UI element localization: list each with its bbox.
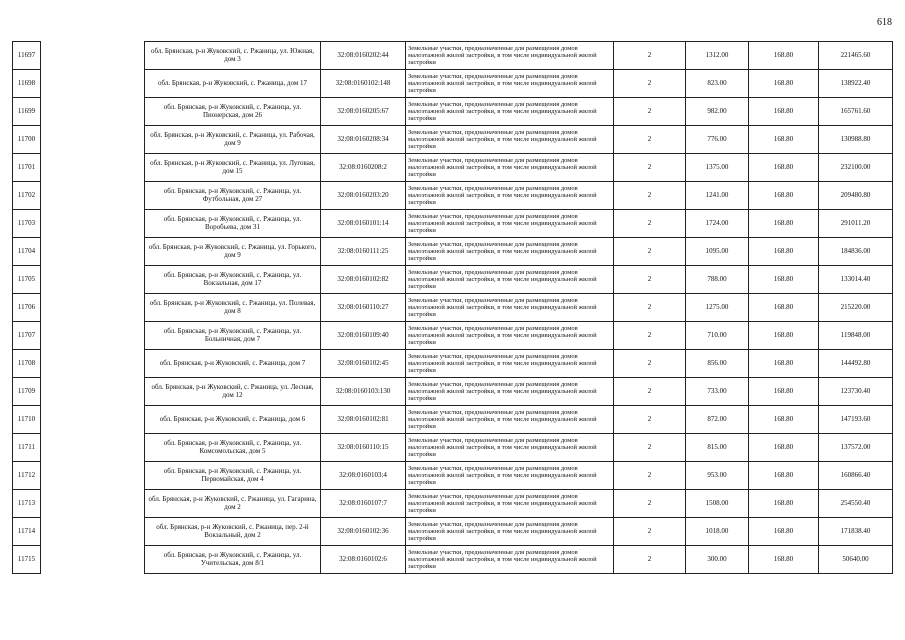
cell-number: 11705 — [13, 266, 41, 294]
cell-category: 2 — [614, 210, 686, 238]
cell-address: обл. Брянская, р-н Жуковский, с. Ржаница, ул. Южная, дом 3 — [145, 42, 321, 70]
cell-category: 2 — [614, 126, 686, 154]
cell-category: 2 — [614, 294, 686, 322]
cell-address: обл. Брянская, р-н Жуковский, с. Ржаница, ул. Больничная, дом 7 — [145, 322, 321, 350]
cell-address: обл. Брянская, р-н Жуковский, с. Ржаница, ул. Луговая, дом 15 — [145, 154, 321, 182]
cell-area: 982.00 — [686, 98, 749, 126]
cell-address: обл. Брянская, р-н Жуковский, с. Ржаница, ул. Комсомольская, дом 5 — [145, 434, 321, 462]
cell-blank — [41, 406, 145, 434]
table-row — [13, 434, 893, 462]
cell-cadastral-number: 32:08:0160101:14 — [321, 210, 406, 238]
cell-address: обл. Брянская, р-н Жуковский, с. Ржаница, ул. Полевая, дом 8 — [145, 294, 321, 322]
cell-cadastral-value: 138922.40 — [819, 70, 893, 98]
cell-cadastral-value: 291011.20 — [819, 210, 893, 238]
cell-address: обл. Брянская, р-н Жуковский, с. Ржаница, пер. 2-й Вокзальный, дом 2 — [145, 518, 321, 546]
cell-area: 1275.00 — [686, 294, 749, 322]
cell-number: 11713 — [13, 490, 41, 518]
cell-area: 823.00 — [686, 70, 749, 98]
cell-cadastral-value: 130988.80 — [819, 126, 893, 154]
cell-land-use: Земельные участки, предназначенные для размещения домов малоэтажной жилой застройки, в том числе индивидуальной жилой застройки — [406, 154, 614, 182]
cell-cadastral-value: 254550.40 — [819, 490, 893, 518]
cell-cadastral-number: 32:08:0160110:15 — [321, 434, 406, 462]
cell-cadastral-value: 123730.40 — [819, 378, 893, 406]
table-row — [13, 182, 893, 210]
cell-address: обл. Брянская, р-н Жуковский, с. Ржаница, ул. Вокзальная, дом 17 — [145, 266, 321, 294]
cell-land-use: Земельные участки, предназначенные для размещения домов малоэтажной жилой застройки, в том числе индивидуальной жилой застройки — [406, 126, 614, 154]
table-row — [13, 518, 893, 546]
cell-category: 2 — [614, 70, 686, 98]
cell-number: 11709 — [13, 378, 41, 406]
cell-rate: 168.80 — [749, 462, 819, 490]
cell-area: 815.00 — [686, 434, 749, 462]
cell-cadastral-value: 184836.00 — [819, 238, 893, 266]
cell-blank — [41, 70, 145, 98]
cell-address: обл. Брянская, р-н Жуковский, с. Ржаница, ул. Воробьева, дом 31 — [145, 210, 321, 238]
cell-blank — [41, 434, 145, 462]
cell-cadastral-value: 209480.80 — [819, 182, 893, 210]
cell-land-use: Земельные участки, предназначенные для размещения домов малоэтажной жилой застройки, в том числе индивидуальной жилой застройки — [406, 518, 614, 546]
cell-cadastral-value: 232100.00 — [819, 154, 893, 182]
cell-blank — [41, 238, 145, 266]
cell-category: 2 — [614, 462, 686, 490]
cell-rate: 168.80 — [749, 98, 819, 126]
table-row — [13, 126, 893, 154]
cell-category: 2 — [614, 406, 686, 434]
cell-area: 1095.00 — [686, 238, 749, 266]
cell-blank — [41, 350, 145, 378]
cell-rate: 168.80 — [749, 490, 819, 518]
cell-blank — [41, 294, 145, 322]
cell-cadastral-value: 221465.60 — [819, 42, 893, 70]
cell-area: 788.00 — [686, 266, 749, 294]
table-row — [13, 98, 893, 126]
cell-land-use: Земельные участки, предназначенные для размещения домов малоэтажной жилой застройки, в том числе индивидуальной жилой застройки — [406, 266, 614, 294]
cell-rate: 168.80 — [749, 322, 819, 350]
cell-blank — [41, 490, 145, 518]
cell-category: 2 — [614, 350, 686, 378]
cell-number: 11702 — [13, 182, 41, 210]
cell-rate: 168.80 — [749, 294, 819, 322]
cell-rate: 168.80 — [749, 42, 819, 70]
cell-rate: 168.80 — [749, 518, 819, 546]
cell-cadastral-value: 165761.60 — [819, 98, 893, 126]
cell-number: 11697 — [13, 42, 41, 70]
table-row — [13, 350, 893, 378]
cell-land-use: Земельные участки, предназначенные для размещения домов малоэтажной жилой застройки, в том числе индивидуальной жилой застройки — [406, 462, 614, 490]
cell-rate: 168.80 — [749, 546, 819, 574]
cell-area: 856.00 — [686, 350, 749, 378]
cell-cadastral-number: 32:08:0160102:45 — [321, 350, 406, 378]
table-row — [13, 322, 893, 350]
cell-cadastral-number: 32:08:0160103:130 — [321, 378, 406, 406]
cell-blank — [41, 210, 145, 238]
cell-category: 2 — [614, 238, 686, 266]
cell-cadastral-value: 133014.40 — [819, 266, 893, 294]
cell-area: 1508.00 — [686, 490, 749, 518]
cell-rate: 168.80 — [749, 70, 819, 98]
cell-blank — [41, 126, 145, 154]
cell-cadastral-value: 147193.60 — [819, 406, 893, 434]
cell-area: 1375.00 — [686, 154, 749, 182]
cell-rate: 168.80 — [749, 182, 819, 210]
cell-category: 2 — [614, 490, 686, 518]
cell-land-use: Земельные участки, предназначенные для размещения домов малоэтажной жилой застройки, в том числе индивидуальной жилой застройки — [406, 238, 614, 266]
cell-cadastral-value: 215220.00 — [819, 294, 893, 322]
cell-cadastral-number: 32:08:0160102:82 — [321, 266, 406, 294]
table-row — [13, 462, 893, 490]
cell-land-use: Земельные участки, предназначенные для размещения домов малоэтажной жилой застройки, в том числе индивидуальной жилой застройки — [406, 182, 614, 210]
cell-rate: 168.80 — [749, 238, 819, 266]
cell-rate: 168.80 — [749, 434, 819, 462]
cell-land-use: Земельные участки, предназначенные для размещения домов малоэтажной жилой застройки, в том числе индивидуальной жилой застройки — [406, 350, 614, 378]
cell-category: 2 — [614, 322, 686, 350]
table-row — [13, 210, 893, 238]
cell-land-use: Земельные участки, предназначенные для размещения домов малоэтажной жилой застройки, в том числе индивидуальной жилой застройки — [406, 406, 614, 434]
cell-land-use: Земельные участки, предназначенные для размещения домов малоэтажной жилой застройки, в том числе индивидуальной жилой застройки — [406, 294, 614, 322]
cell-blank — [41, 98, 145, 126]
cell-area: 733.00 — [686, 378, 749, 406]
cell-cadastral-number: 32:08:0160111:25 — [321, 238, 406, 266]
cell-rate: 168.80 — [749, 126, 819, 154]
table-row — [13, 266, 893, 294]
cell-cadastral-value: 137572.00 — [819, 434, 893, 462]
cell-land-use: Земельные участки, предназначенные для размещения домов малоэтажной жилой застройки, в том числе индивидуальной жилой застройки — [406, 546, 614, 574]
table-row — [13, 154, 893, 182]
cell-rate: 168.80 — [749, 406, 819, 434]
cell-area: 1312.00 — [686, 42, 749, 70]
cell-cadastral-number: 32:08:0160203:20 — [321, 182, 406, 210]
cell-blank — [41, 462, 145, 490]
cell-address: обл. Брянская, р-н Жуковский, с. Ржаница, дом 7 — [145, 350, 321, 378]
cell-category: 2 — [614, 546, 686, 574]
cell-number: 11708 — [13, 350, 41, 378]
cell-blank — [41, 378, 145, 406]
cell-cadastral-number: 32:08:0160102:81 — [321, 406, 406, 434]
cell-category: 2 — [614, 518, 686, 546]
table-row — [13, 70, 893, 98]
page-number: 618 — [877, 17, 892, 28]
cell-area: 710.00 — [686, 322, 749, 350]
cell-rate: 168.80 — [749, 378, 819, 406]
cell-rate: 168.80 — [749, 210, 819, 238]
cell-cadastral-number: 32:08:0160110:27 — [321, 294, 406, 322]
cell-category: 2 — [614, 98, 686, 126]
cell-number: 11711 — [13, 434, 41, 462]
cell-land-use: Земельные участки, предназначенные для размещения домов малоэтажной жилой застройки, в том числе индивидуальной жилой застройки — [406, 70, 614, 98]
cell-cadastral-number: 32:08:0160109:40 — [321, 322, 406, 350]
cell-rate: 168.80 — [749, 154, 819, 182]
cell-land-use: Земельные участки, предназначенные для размещения домов малоэтажной жилой застройки, в том числе индивидуальной жилой застройки — [406, 42, 614, 70]
cell-category: 2 — [614, 154, 686, 182]
cell-number: 11700 — [13, 126, 41, 154]
table-row — [13, 406, 893, 434]
cell-cadastral-number: 32:08:0160102:36 — [321, 518, 406, 546]
cell-rate: 168.80 — [749, 350, 819, 378]
cell-blank — [41, 42, 145, 70]
cell-blank — [41, 182, 145, 210]
cell-blank — [41, 266, 145, 294]
cell-blank — [41, 546, 145, 574]
cell-cadastral-value: 50640.00 — [819, 546, 893, 574]
cell-cadastral-value: 119848.00 — [819, 322, 893, 350]
cell-category: 2 — [614, 378, 686, 406]
cell-cadastral-value: 144492.80 — [819, 350, 893, 378]
cell-number: 11703 — [13, 210, 41, 238]
cell-address: обл. Брянская, р-н Жуковский, с. Ржаница, ул. Лесная, дом 12 — [145, 378, 321, 406]
cell-blank — [41, 518, 145, 546]
cell-cadastral-number: 32:08:0160202:44 — [321, 42, 406, 70]
cell-area: 776.00 — [686, 126, 749, 154]
table-row — [13, 238, 893, 266]
cell-number: 11699 — [13, 98, 41, 126]
cell-cadastral-number: 32:08:0160103:4 — [321, 462, 406, 490]
cell-cadastral-number: 32:08:0160102:6 — [321, 546, 406, 574]
cell-address: обл. Брянская, р-н Жуковский, с. Ржаница, ул. Первомайская, дом 4 — [145, 462, 321, 490]
cell-address: обл. Брянская, р-н Жуковский, с. Ржаница, ул. Пионерская, дом 26 — [145, 98, 321, 126]
cell-blank — [41, 322, 145, 350]
cell-number: 11714 — [13, 518, 41, 546]
cell-number: 11698 — [13, 70, 41, 98]
cell-category: 2 — [614, 182, 686, 210]
cell-blank — [41, 154, 145, 182]
cell-land-use: Земельные участки, предназначенные для размещения домов малоэтажной жилой застройки, в том числе индивидуальной жилой застройки — [406, 322, 614, 350]
cell-number: 11706 — [13, 294, 41, 322]
table-row — [13, 546, 893, 574]
cell-land-use: Земельные участки, предназначенные для размещения домов малоэтажной жилой застройки, в том числе индивидуальной жилой застройки — [406, 210, 614, 238]
cell-rate: 168.80 — [749, 266, 819, 294]
cell-address: обл. Брянская, р-н Жуковский, с. Ржаница, дом 6 — [145, 406, 321, 434]
cell-category: 2 — [614, 266, 686, 294]
table-row — [13, 490, 893, 518]
cell-address: обл. Брянская, р-н Жуковский, с. Ржаница, ул. Учительская, дом 8/1 — [145, 546, 321, 574]
cell-land-use: Земельные участки, предназначенные для размещения домов малоэтажной жилой застройки, в том числе индивидуальной жилой застройки — [406, 434, 614, 462]
cell-cadastral-number: 32:08:0160208:34 — [321, 126, 406, 154]
cell-number: 11704 — [13, 238, 41, 266]
cell-number: 11710 — [13, 406, 41, 434]
cell-address: обл. Брянская, р-н Жуковский, с. Ржаница, ул. Футбольная, дом 27 — [145, 182, 321, 210]
cell-area: 1724.00 — [686, 210, 749, 238]
cell-land-use: Земельные участки, предназначенные для размещения домов малоэтажной жилой застройки, в том числе индивидуальной жилой застройки — [406, 98, 614, 126]
cell-cadastral-number: 32:08:0160208:2 — [321, 154, 406, 182]
cell-area: 872.00 — [686, 406, 749, 434]
cell-area: 1018.00 — [686, 518, 749, 546]
cell-cadastral-value: 160866.40 — [819, 462, 893, 490]
land-registry-table — [12, 41, 893, 574]
cell-land-use: Земельные участки, предназначенные для размещения домов малоэтажной жилой застройки, в том числе индивидуальной жилой застройки — [406, 490, 614, 518]
cell-area: 300.00 — [686, 546, 749, 574]
table-body — [13, 42, 893, 574]
cell-cadastral-number: 32:08:0160107:7 — [321, 490, 406, 518]
cell-address: обл. Брянская, р-н Жуковский, с. Ржаница, ул. Рабочая, дом 9 — [145, 126, 321, 154]
cell-area: 953.00 — [686, 462, 749, 490]
cell-number: 11712 — [13, 462, 41, 490]
cell-category: 2 — [614, 42, 686, 70]
cell-land-use: Земельные участки, предназначенные для размещения домов малоэтажной жилой застройки, в том числе индивидуальной жилой застройки — [406, 378, 614, 406]
cell-area: 1241.00 — [686, 182, 749, 210]
cell-address: обл. Брянская, р-н Жуковский, с. Ржаница, ул. Гагарина, дом 2 — [145, 490, 321, 518]
cell-category: 2 — [614, 434, 686, 462]
cell-address: обл. Брянская, р-н Жуковский, с. Ржаница, ул. Горького, дом 9 — [145, 238, 321, 266]
cell-cadastral-number: 32:08:0160102:148 — [321, 70, 406, 98]
table-row — [13, 42, 893, 70]
cell-cadastral-number: 32:08:0160205:67 — [321, 98, 406, 126]
table-row — [13, 294, 893, 322]
cell-number: 11707 — [13, 322, 41, 350]
table-row — [13, 378, 893, 406]
cell-number: 11715 — [13, 546, 41, 574]
cell-number: 11701 — [13, 154, 41, 182]
cell-cadastral-value: 171838.40 — [819, 518, 893, 546]
cell-address: обл. Брянская, р-н Жуковский, с. Ржаница, дом 17 — [145, 70, 321, 98]
